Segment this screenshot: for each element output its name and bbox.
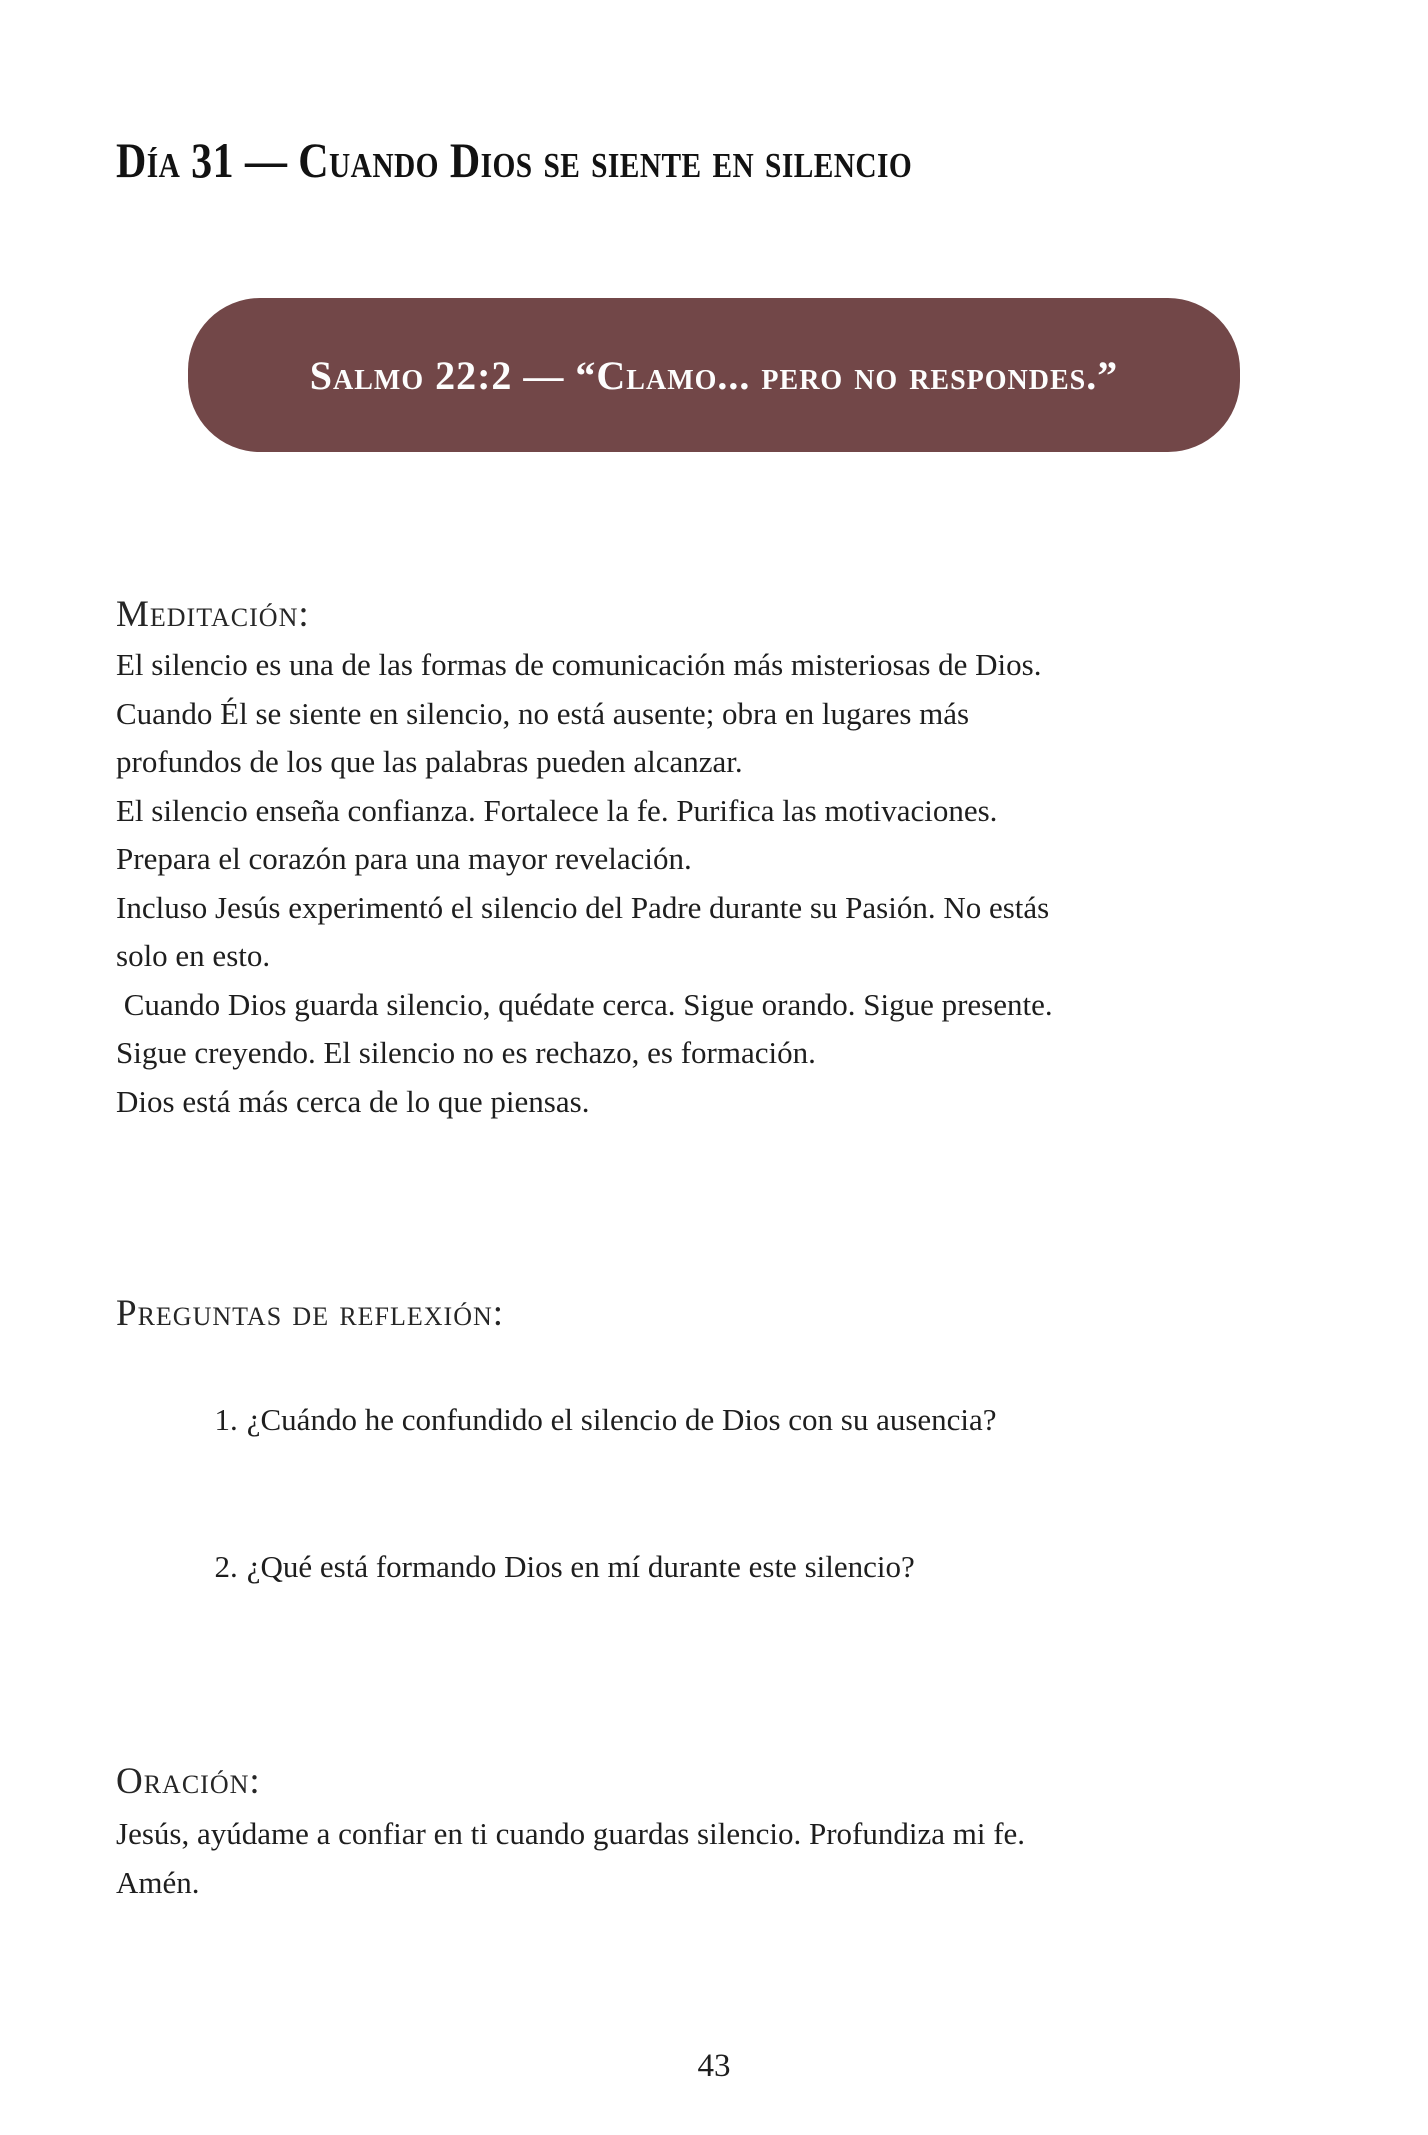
reflection-item-text: ¿Cuándo he confundido el silencio de Dios con su ausencia?: [246, 1402, 997, 1437]
page-number: 43: [697, 2048, 731, 2084]
meditation-line: Dios está más cerca de lo que piensas.: [116, 1083, 590, 1119]
page-title: Día 31 — Cuando Dios se siente en silencio: [116, 132, 913, 188]
prayer-line: Jesús, ayúdame a confiar en ti cuando guardas silencio. Profundiza mi fe.: [116, 1816, 1026, 1851]
verse-banner-text: Salmo 22:2 — “Clamo... pero no respondes.”: [309, 352, 1119, 398]
meditation-line: Cuando Dios guarda silencio, quédate cerca. Sigue orando. Sigue presente.: [116, 986, 1053, 1022]
prayer-line: Amén.: [116, 1864, 200, 1900]
reflection-heading: Preguntas de reflexión:: [116, 1293, 505, 1334]
meditation-line: profundos de los que las palabras pueden alcanzar.: [116, 744, 743, 779]
meditation-line: El silencio enseña confianza. Fortalece la fe. Purifica las motivaciones.: [116, 792, 998, 828]
reflection-item-text: ¿Qué está formando Dios en mí durante este silencio?: [246, 1549, 915, 1584]
meditation-section: [0, 596, 1428, 1126]
meditation-line: Incluso Jesús experimentó el silencio del Padre durante su Pasión. No estás: [116, 889, 1050, 925]
meditation-line: solo en esto.: [116, 938, 271, 973]
meditation-line: Cuando Él se siente en silencio, no está ausente; obra en lugares más: [116, 695, 970, 731]
reflection-item-number: 1.: [214, 1402, 238, 1437]
meditation-heading: Meditación:: [116, 594, 310, 635]
devotional-page: [0, 132, 1428, 2135]
prayer-section: [0, 1763, 1428, 1907]
meditation-line: Prepara el corazón para una mayor revelación.: [116, 841, 692, 876]
verse-banner: [188, 298, 1240, 452]
prayer-heading: Oración:: [116, 1761, 261, 1802]
meditation-line: Sigue creyendo. El silencio no es rechazo, es formación.: [116, 1035, 816, 1070]
reflection-item: [116, 1346, 1260, 1493]
reflection-item-number: 2.: [214, 1549, 238, 1584]
meditation-line: El silencio es una de las formas de comunicación más misteriosas de Dios.: [116, 647, 1042, 682]
reflection-section: [0, 1295, 1428, 1640]
reflection-item: [116, 1493, 1260, 1640]
